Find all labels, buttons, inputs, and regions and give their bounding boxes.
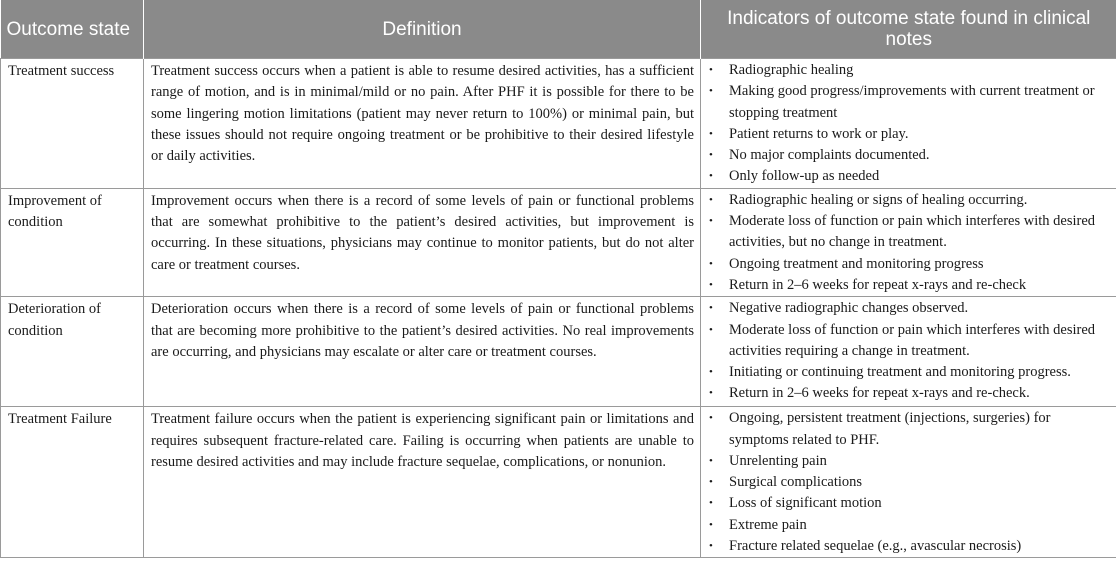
indicator-item bbox=[707, 145, 1112, 166]
bullet-icon: • bbox=[709, 215, 713, 228]
indicator-item bbox=[707, 408, 1112, 451]
bullet-icon: • bbox=[709, 412, 713, 425]
indicator-text: Unrelenting pain bbox=[729, 452, 827, 469]
indicator-item bbox=[707, 124, 1112, 145]
bullet-icon: • bbox=[709, 127, 713, 140]
indicator-item bbox=[707, 81, 1112, 124]
indicator-text: Radiographic healing or signs of healing occurring. bbox=[729, 191, 1028, 208]
bullet-icon: • bbox=[709, 454, 713, 467]
bullet-icon: • bbox=[709, 540, 713, 553]
definition-cell: Treatment success occurs when a patient is able to resume desired activities, has a sufficient range of motion, and is in minimal/mild or no pain. After PHF it is possible for there to be some lingering motion limitations (patient may never return to 100%) or minimal pain, but these issues should not require ongoing treatment or be prohibitive to their desired lifestyle or daily activities. bbox=[144, 59, 701, 189]
indicators-cell bbox=[701, 297, 1116, 407]
bullet-icon: • bbox=[709, 64, 713, 76]
indicator-item bbox=[707, 383, 1112, 404]
bullet-icon: • bbox=[709, 193, 713, 206]
indicator-text: Radiographic healing bbox=[729, 62, 854, 78]
header-outcome-state: Outcome state bbox=[1, 0, 144, 59]
table-header-row bbox=[1, 0, 1116, 59]
indicator-item bbox=[707, 254, 1112, 275]
indicator-text: Initiating or continuing treatment and monitoring progress. bbox=[729, 364, 1071, 381]
bullet-icon: • bbox=[709, 302, 713, 315]
indicator-text: Loss of significant motion bbox=[729, 495, 882, 512]
indicators-cell bbox=[701, 188, 1116, 296]
indicator-text: Making good progress/improvements with current treatment or stopping treatment bbox=[729, 83, 1095, 121]
indicator-list bbox=[707, 190, 1112, 296]
indicator-text: Moderate loss of function or pain which interferes with desired activities requiring a change in treatment. bbox=[729, 321, 1096, 359]
indicator-text: Patient returns to work or play. bbox=[729, 125, 909, 142]
definition-cell: Treatment failure occurs when the patient is experiencing significant pain or limitations and requires subsequent fracture-related care. Failing is occurring when patients are unable to resume desired activities and may include fracture sequelae, complications, or nonunion. bbox=[144, 407, 701, 558]
outcome-state-cell: Improvement of condition bbox=[1, 188, 144, 296]
indicator-text: Fracture related sequelae (e.g., avascular necrosis) bbox=[729, 538, 1022, 555]
bullet-icon: • bbox=[709, 85, 713, 98]
table-row bbox=[1, 188, 1116, 296]
indicator-item bbox=[707, 166, 1112, 187]
table-row bbox=[1, 59, 1116, 189]
bullet-icon: • bbox=[709, 387, 713, 400]
indicator-list bbox=[707, 408, 1112, 557]
indicator-item bbox=[707, 60, 1112, 81]
bullet-icon: • bbox=[709, 366, 713, 379]
indicator-list bbox=[707, 60, 1112, 188]
indicator-item bbox=[707, 493, 1112, 514]
indicator-text: Moderate loss of function or pain which interferes with desired activities, but no change in treatment. bbox=[729, 213, 1096, 251]
indicator-text: Return in 2–6 weeks for repeat x-rays and re-check. bbox=[729, 385, 1030, 402]
indicators-cell bbox=[701, 59, 1116, 189]
bullet-icon: • bbox=[709, 278, 713, 291]
definition-cell: Improvement occurs when there is a record of some levels of pain or functional problems that are somewhat prohibitive to the patient’s desired activities, but improvement is occurring. In these situations, physicians may continue to monitor patients, but do not alter care or treatment courses. bbox=[144, 188, 701, 296]
indicator-item bbox=[707, 362, 1112, 383]
indicator-item bbox=[707, 515, 1112, 536]
outcome-state-cell: Treatment success bbox=[1, 59, 144, 189]
indicator-item bbox=[707, 298, 1112, 319]
table-row bbox=[1, 297, 1116, 407]
indicator-text: Return in 2–6 weeks for repeat x-rays and re-check bbox=[729, 276, 1027, 293]
indicator-item bbox=[707, 451, 1112, 472]
definition-cell: Deterioration occurs when there is a record of some levels of pain or functional problems that are becoming more prohibitive to the patient’s desired activities. No real improvements are occurring, and physicians may escalate or alter care or treatment courses. bbox=[144, 297, 701, 407]
header-definition: Definition bbox=[144, 0, 701, 59]
indicators-cell bbox=[701, 407, 1116, 558]
header-indicators: Indicators of outcome state found in clinical notes bbox=[701, 0, 1116, 59]
indicator-item bbox=[707, 320, 1112, 363]
indicator-text: Ongoing, persistent treatment (injections, surgeries) for symptoms related to PHF. bbox=[729, 410, 1051, 448]
bullet-icon: • bbox=[709, 476, 713, 489]
indicator-item bbox=[707, 275, 1112, 296]
indicator-list bbox=[707, 298, 1112, 404]
indicator-text: Ongoing treatment and monitoring progress bbox=[729, 255, 984, 272]
bullet-icon: • bbox=[709, 257, 713, 270]
indicator-item bbox=[707, 472, 1112, 493]
table-row bbox=[1, 407, 1116, 558]
outcome-state-cell: Deterioration of condition bbox=[1, 297, 144, 407]
indicator-item bbox=[707, 211, 1112, 254]
bullet-icon: • bbox=[709, 323, 713, 336]
bullet-icon: • bbox=[709, 149, 713, 162]
outcome-state-cell: Treatment Failure bbox=[1, 407, 144, 558]
indicator-item bbox=[707, 190, 1112, 211]
indicator-item bbox=[707, 536, 1112, 557]
bullet-icon: • bbox=[709, 170, 713, 183]
bullet-icon: • bbox=[709, 518, 713, 531]
indicator-text: Extreme pain bbox=[729, 516, 807, 533]
indicator-text: Only follow-up as needed bbox=[729, 168, 880, 185]
indicator-text: Negative radiographic changes observed. bbox=[729, 300, 969, 317]
bullet-icon: • bbox=[709, 497, 713, 510]
indicator-text: Surgical complications bbox=[729, 474, 863, 491]
indicator-text: No major complaints documented. bbox=[729, 147, 930, 164]
